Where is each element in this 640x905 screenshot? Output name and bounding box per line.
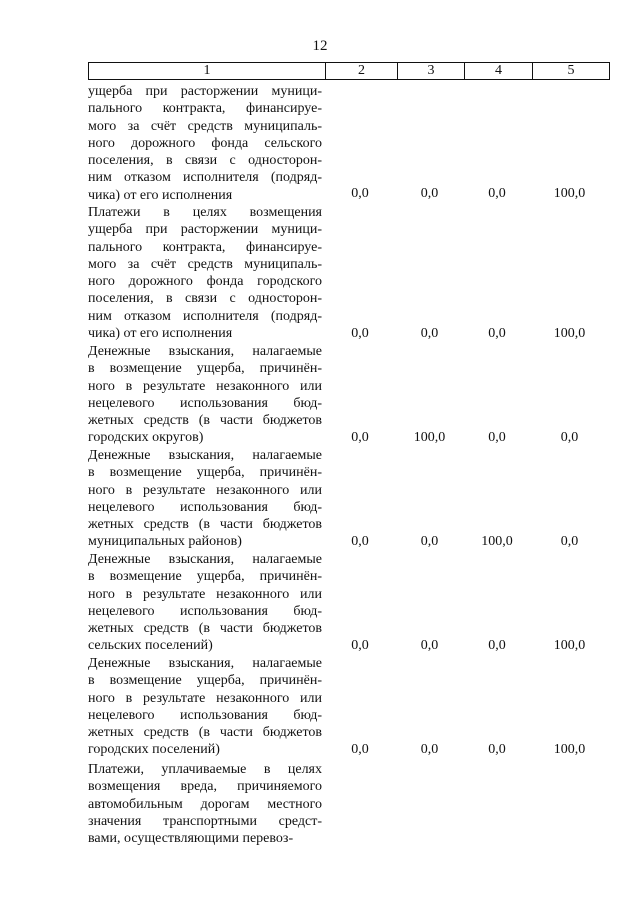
value-col-5: 0,0: [560, 430, 579, 445]
desc-line: поселения, в связи с односторон-: [88, 153, 322, 169]
desc-line: пального контракта, финансируе-: [88, 101, 322, 117]
desc-line: чика) от его исполнения: [88, 187, 233, 203]
desc-line: нецелевого использования бюд-: [88, 395, 322, 411]
desc-line: чика) от его исполнения: [88, 326, 233, 342]
header-col-2: 2: [325, 63, 397, 79]
value-col-4: 0,0: [488, 326, 506, 341]
desc-line: городских округов): [88, 430, 204, 446]
desc-line: ним отказом исполнителя (подряд-: [88, 170, 322, 186]
table-row: [88, 761, 610, 851]
table-row: [88, 655, 610, 758]
desc-line: Платежи, уплачиваемые в целях: [88, 762, 322, 777]
value-col-4: 0,0: [488, 638, 506, 653]
page-number: 12: [312, 38, 328, 54]
desc-line: нецелевого использования бюд-: [88, 499, 322, 515]
row-description: [88, 204, 322, 342]
header-col-1: 1: [203, 63, 211, 78]
desc-line: ущерба при расторжении муници-: [88, 222, 322, 238]
desc-line: значения транспортными средст-: [88, 813, 322, 829]
value-col-4: 0,0: [488, 430, 506, 445]
desc-line: Денежные взыскания, налагаемые: [88, 656, 322, 671]
row-description: [88, 83, 322, 204]
value-col-2: 0,0: [351, 742, 369, 757]
value-col-5: 100,0: [553, 186, 586, 201]
value-col-2: 0,0: [351, 534, 369, 549]
value-col-4: 0,0: [488, 742, 506, 757]
desc-line: поселения, в связи с односторон-: [88, 291, 322, 307]
desc-line: жетных средств (в части бюджетов: [88, 413, 322, 429]
header-col-5: 5: [532, 63, 609, 79]
value-col-3: 0,0: [420, 534, 439, 549]
desc-line: жетных средств (в части бюджетов: [88, 517, 322, 533]
desc-line: жетных средств (в части бюджетов: [88, 621, 322, 637]
desc-line: пального контракта, финансируе-: [88, 239, 322, 255]
value-col-5: 100,0: [553, 326, 586, 341]
desc-line: ного в результате незаконного или: [88, 482, 322, 498]
header-col-3: 3: [397, 63, 464, 79]
header-col-4: 4: [464, 63, 532, 79]
value-col-5: 100,0: [553, 742, 586, 757]
value-col-3: 0,0: [420, 638, 439, 653]
desc-line: муниципальных районов): [88, 534, 242, 550]
desc-line: ущерба при расторжении муници-: [88, 84, 322, 99]
desc-line: возмещения вреда, причиняемого: [88, 779, 322, 795]
desc-line: Денежные взыскания, налагаемые: [88, 552, 322, 567]
value-col-5: 100,0: [553, 638, 586, 653]
desc-line: вами, осуществляющими перевоз-: [88, 831, 294, 847]
desc-line: ного в результате незаконного или: [88, 690, 322, 706]
desc-line: мого за счёт средств муниципаль-: [88, 256, 322, 272]
value-col-3: 0,0: [420, 186, 439, 201]
value-col-5: 0,0: [560, 534, 579, 549]
desc-line: ним отказом исполнителя (подряд-: [88, 308, 322, 324]
table-row: [88, 83, 610, 202]
desc-line: в возмещение ущерба, причинён-: [88, 465, 322, 481]
table-row: [88, 204, 610, 342]
desc-line: Денежные взыскания, налагаемые: [88, 448, 322, 463]
desc-line: ного дорожного фонда городского: [88, 274, 322, 290]
value-col-2: 0,0: [351, 638, 369, 653]
value-col-3: 0,0: [420, 742, 439, 757]
table-row: [88, 551, 610, 654]
desc-line: в возмещение ущерба, причинён-: [88, 569, 322, 585]
row-description: [88, 655, 322, 759]
desc-line: сельских поселений): [88, 638, 213, 654]
value-col-4: 100,0: [481, 534, 513, 549]
desc-line: ного дорожного фонда сельского: [88, 135, 322, 151]
desc-line: ного в результате незаконного или: [88, 378, 322, 394]
value-col-2: 0,0: [351, 430, 369, 445]
row-description: [88, 343, 322, 447]
value-col-2: 0,0: [351, 186, 369, 201]
desc-line: нецелевого использования бюд-: [88, 603, 322, 619]
desc-line: автомобильным дорогам местного: [88, 796, 322, 812]
value-col-2: 0,0: [351, 326, 369, 341]
desc-line: городских поселений): [88, 742, 220, 758]
desc-line: мого за счёт средств муниципаль-: [88, 118, 322, 134]
table-header: [88, 62, 610, 80]
table-row: [88, 343, 610, 446]
desc-line: в возмещение ущерба, причинён-: [88, 673, 322, 689]
row-description: [88, 761, 322, 847]
desc-line: жетных средств (в части бюджетов: [88, 725, 322, 741]
value-col-3: 0,0: [420, 326, 439, 341]
table-row: [88, 447, 610, 550]
desc-line: ного в результате незаконного или: [88, 586, 322, 602]
desc-line: нецелевого использования бюд-: [88, 707, 322, 723]
row-description: [88, 447, 322, 551]
desc-line: Платежи в целях возмещения: [88, 205, 322, 220]
value-col-4: 0,0: [488, 186, 506, 201]
desc-line: в возмещение ущерба, причинён-: [88, 361, 322, 377]
value-col-3: 100,0: [413, 430, 446, 445]
row-description: [88, 551, 322, 655]
desc-line: Денежные взыскания, налагаемые: [88, 344, 322, 359]
